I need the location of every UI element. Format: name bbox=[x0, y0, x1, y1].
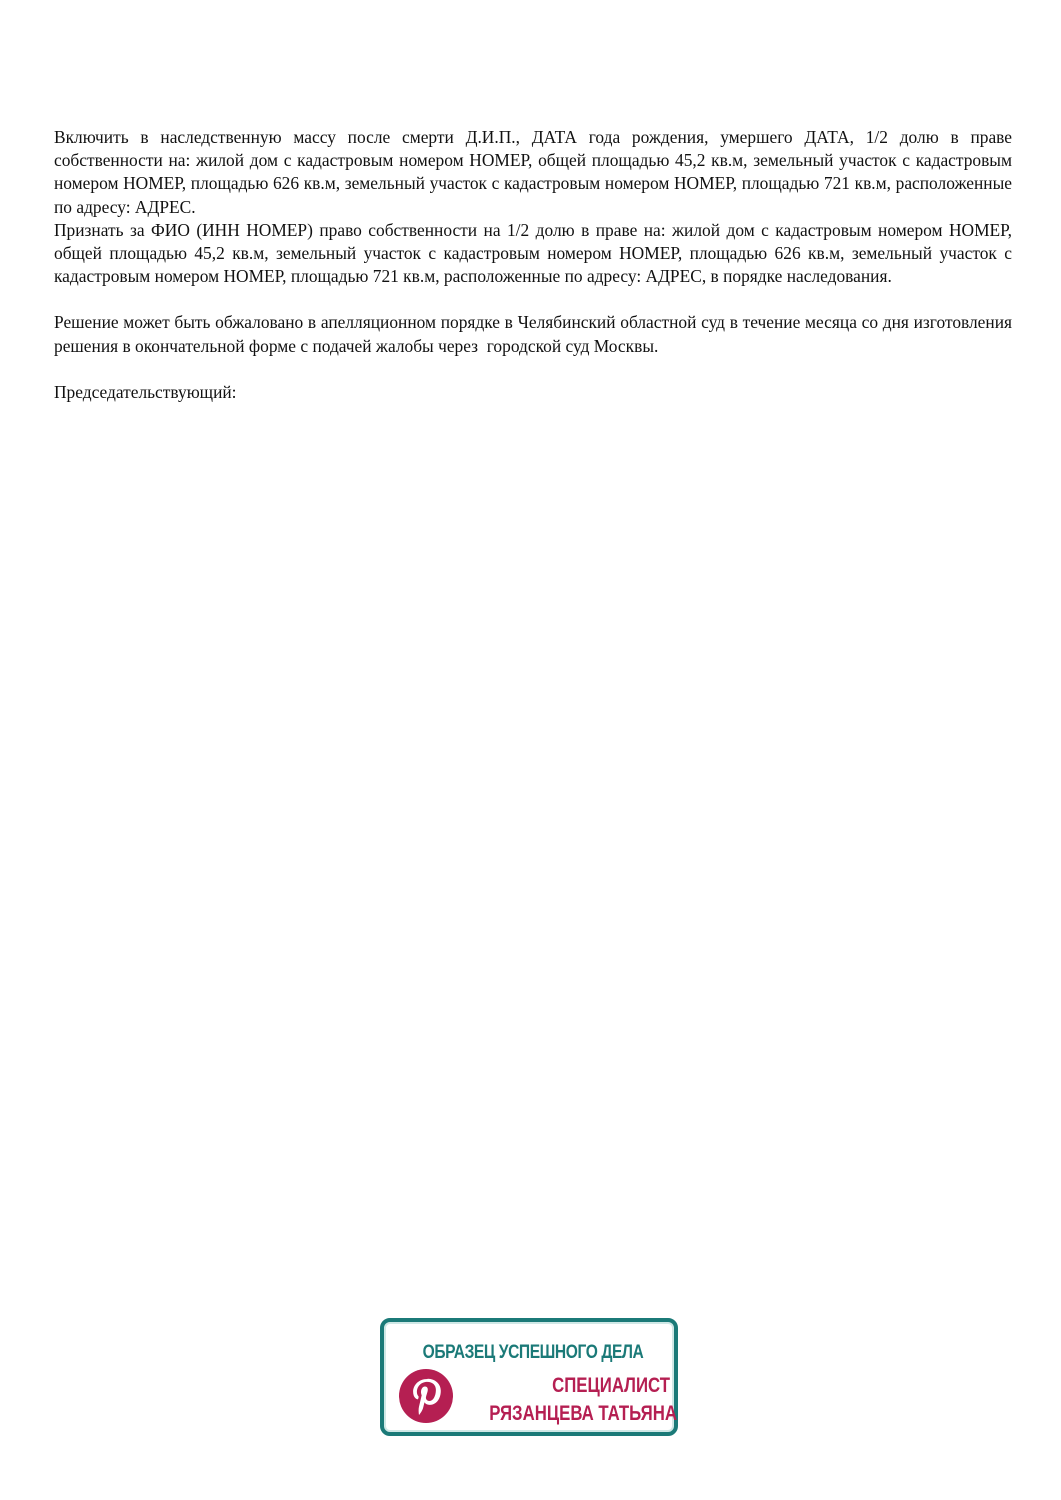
decision-text bbox=[54, 126, 1017, 404]
paragraph-gap bbox=[54, 288, 1012, 311]
stamp-role: СПЕЦИАЛИСТ bbox=[552, 1374, 670, 1397]
stamp-title: ОБРАЗЕЦ УСПЕШНОГО ДЕЛА bbox=[422, 1342, 644, 1363]
paragraph-gap bbox=[54, 358, 1012, 381]
pinterest-icon bbox=[398, 1368, 454, 1424]
paragraph-appeal: Решение может быть обжаловано в апелляционном порядке в Челябинский областной суд в течение месяца со дня изготовления решения в окончательной форме с подачей жалобы через городской суд Москвы. bbox=[54, 312, 1017, 356]
presiding-judge-label: Председательствующий: bbox=[54, 381, 237, 402]
stamp-specialist-name: РЯЗАНЦЕВА ТАТЬЯНА bbox=[489, 1402, 677, 1425]
paragraph-recognize-ownership: Признать за ФИО (ИНН НОМЕР) право собственности на 1/2 долю в праве на: жилой дом с кадастровым номером НОМЕР, общей площадью 45,2 кв.м, земельный участок с кадастровым номером НОМЕР, площадью 626 кв.м, земельный участок с кадастровым номером НОМЕР, площадью 721 кв.м, расположенные по адресу: АДРЕС, в порядке наследования. bbox=[54, 219, 1017, 287]
sample-case-stamp bbox=[380, 1318, 678, 1436]
paragraph-include-estate: Включить в наследственную массу после смерти Д.И.П., ДАТА года рождения, умершего ДАТА, 1/2 долю в праве собственности на: жилой дом с кадастровым номером НОМЕР, общей площадью 45,2 кв.м, земельный участок с кадастровым номером НОМЕР, площадью 626 кв.м, земельный участок с кадастровым номером НОМЕР, площадью 721 кв.м, расположенные по адресу: АДРЕС. bbox=[54, 127, 1017, 217]
